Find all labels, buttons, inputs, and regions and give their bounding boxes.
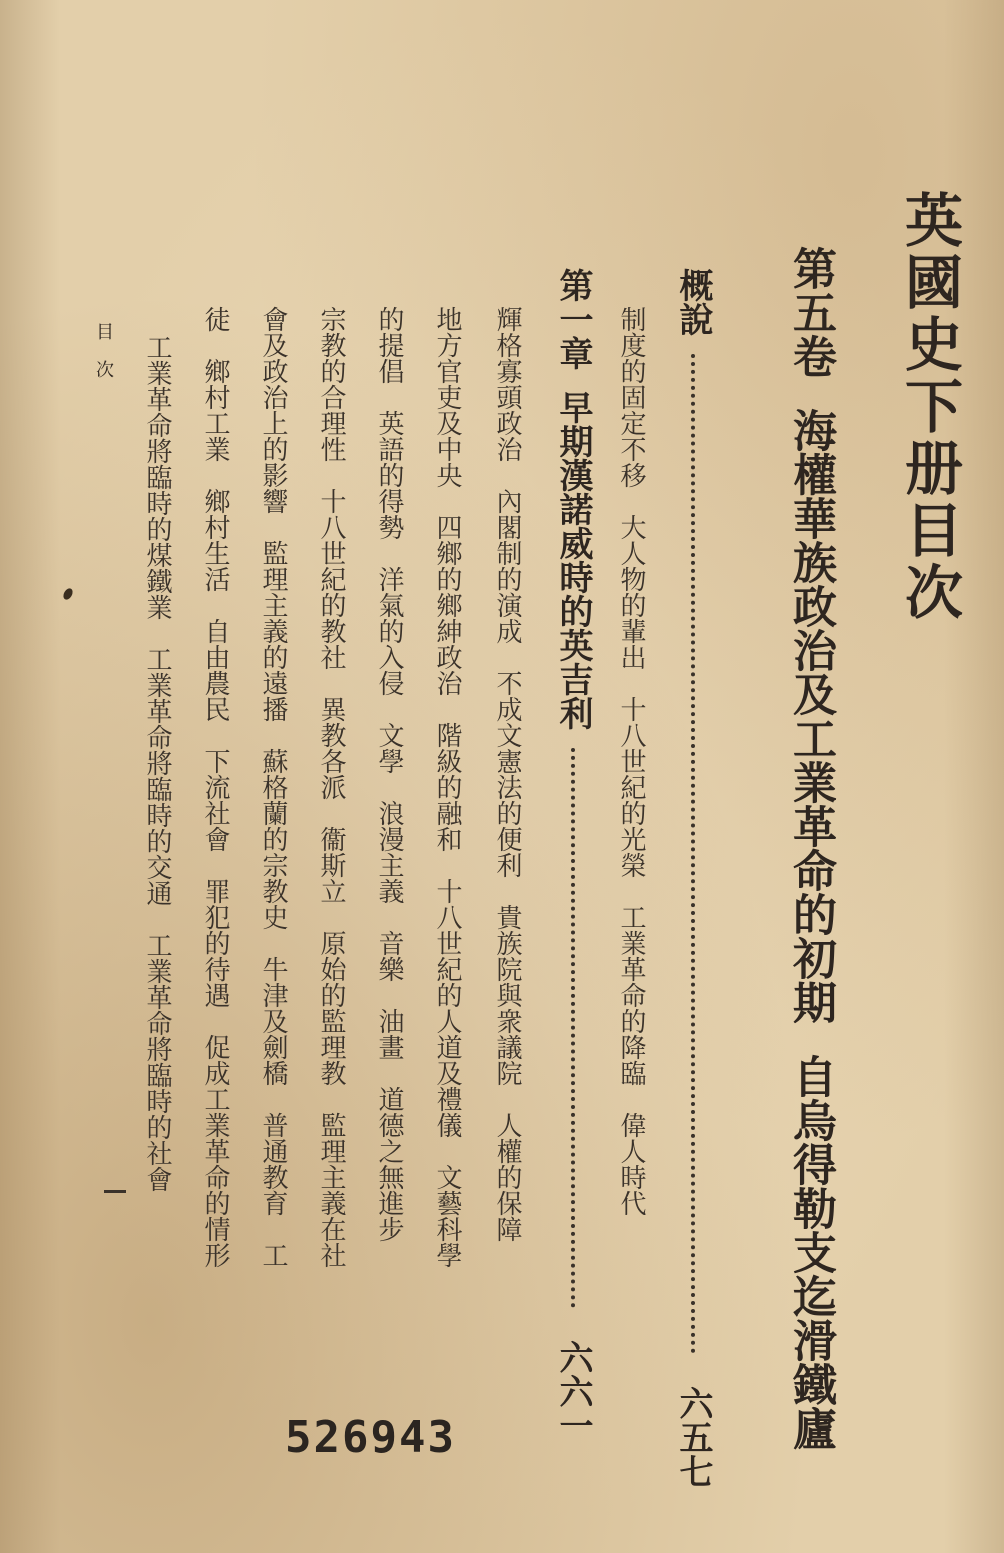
chapter-body-line: 輝格寡頭政治 內閣制的演成 不成文憲法的便利 貴族院與衆議院 人權的保障	[492, 306, 522, 1242]
overview-label: 概說	[673, 268, 713, 336]
overview-body-line: 制度的固定不移 大人物的輩出 十八世紀的光榮 工業革命的降臨 偉人時代	[616, 306, 646, 1216]
page-title: 英國史下册目次	[895, 190, 963, 624]
ink-smudge	[62, 587, 75, 601]
chapter-label: 第一章	[553, 268, 593, 370]
chapter-body-line: 工業革命將臨時的煤鐵業 工業革命將臨時的交通 工業革命將臨時的社會	[142, 334, 172, 1192]
chapter-body-line: 的提倡 英語的得勢 洋氣的入侵 文學 浪漫主義 音樂 油畫 道德之無進步	[374, 306, 404, 1242]
overview-entry	[673, 268, 713, 1488]
chapter-body-line: 徒 鄉村工業 鄉村生活 自由農民 下流社會 罪犯的待遇 促成工業革命的情形	[200, 306, 230, 1268]
chapter-entry	[553, 268, 593, 1442]
running-footer: 目次	[93, 322, 114, 398]
chapter-body-line: 會及政治上的影響 監理主義的遠播 蘇格蘭的宗教史 牛津及劍橋 普通教育 工	[258, 306, 288, 1268]
page-number	[104, 1190, 126, 1193]
chapter-body-line: 宗教的合理性 十八世紀的教社 異教各派 衞斯立 原始的監理教 監理主義在社	[316, 306, 346, 1268]
chapter-body-line: 地方官吏及中央 四鄉的鄉紳政治 階級的融和 十八世紀的人道及禮儀 文藝科學	[432, 306, 462, 1268]
volume-label: 第五卷	[785, 246, 836, 378]
volume-heading	[785, 246, 836, 1450]
volume-title: 海權華族政治及工業革命的初期	[785, 408, 836, 1024]
chapter-title: 早期漢諾威時的英吉利	[553, 390, 593, 730]
chapter-page: 六六一	[553, 1339, 593, 1442]
overview-page: 六五七	[673, 1385, 713, 1488]
dotted-leader	[691, 354, 695, 1354]
dotted-leader	[571, 748, 575, 1308]
serial-number-stamp: 526943	[285, 1412, 456, 1463]
volume-subtitle: 自烏得勒支迄滑鐵廬	[785, 1054, 836, 1450]
